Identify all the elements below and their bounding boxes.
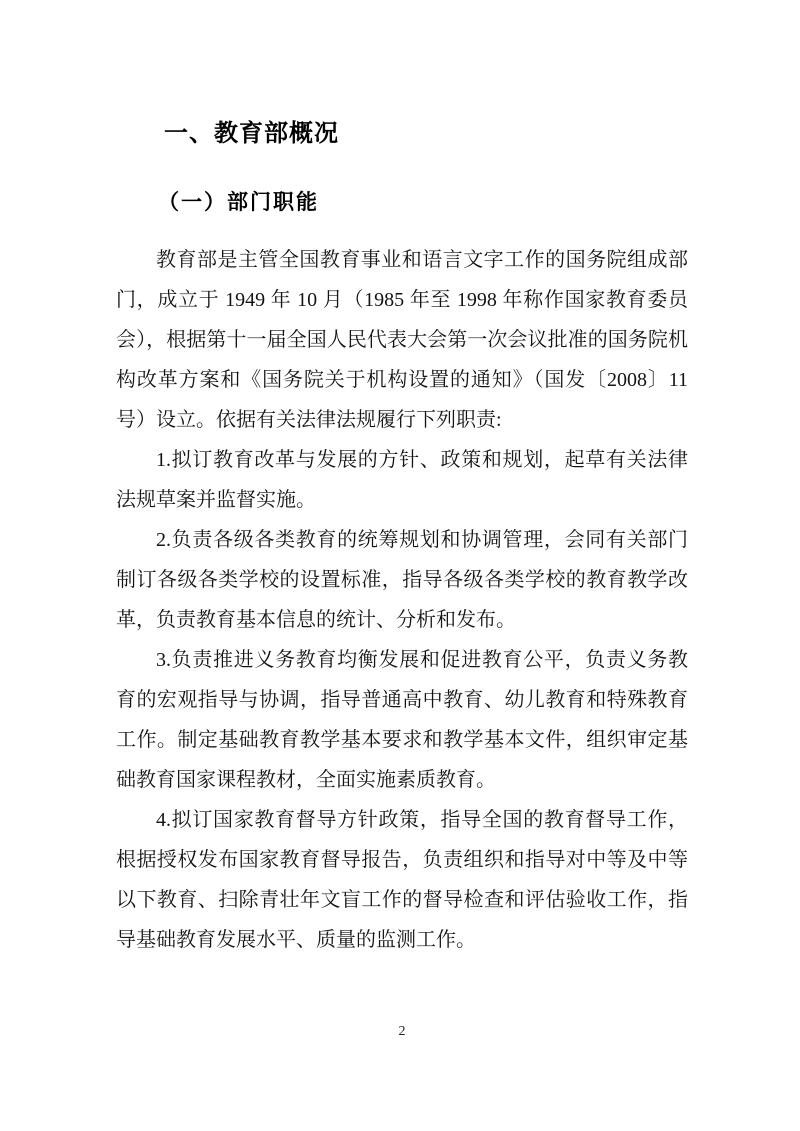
body-text <box>116 240 688 960</box>
page-number: 2 <box>398 1024 406 1039</box>
paragraph-duty-2: 2.负责各级各类教育的统筹规划和协调管理，会同有关部门制订各级各类学校的设置标准，指导各级各类学校的教育教学改革，负责教育基本信息的统计、分析和发布。 <box>116 529 688 631</box>
paragraph-duty-1: 1.拟订教育改革与发展的方针、政策和规划，起草有关法律法规草案并监督实施。 <box>116 449 688 511</box>
paragraph-duty-3: 3.负责推进义务教育均衡发展和促进教育公平，负责义务教育的宏观指导与协调，指导普通高中教育、幼儿教育和特殊教育工作。制定基础教育教学基本要求和教学基本文件，组织审定基础教育国家课程教材，全面实施素质教育。 <box>116 649 688 791</box>
paragraph-intro: 教育部是主管全国教育事业和语言文字工作的国务院组成部门，成立于 1949 年 10 月（1985 年至 1998 年称作国家教育委员会），根据第十一届全国人民代表大会第一次会议批准的国务院机构改革方案和《国务院关于机构设置的通知》（国发〔2008〕11 号）设立。依据有关法律法规履行下列职责: <box>116 249 688 431</box>
section-heading: 一、教育部概况 <box>164 120 339 147</box>
subsection-heading: （一）部门职能 <box>158 190 319 214</box>
page-content <box>116 118 688 960</box>
paragraph-duty-4: 4.拟订国家教育督导方针政策，指导全国的教育督导工作，根据授权发布国家教育督导报告，负责组织和指导对中等及中等以下教育、扫除青壮年文盲工作的督导检查和评估验收工作，指导基础教育发展水平、质量的监测工作。 <box>116 809 688 951</box>
